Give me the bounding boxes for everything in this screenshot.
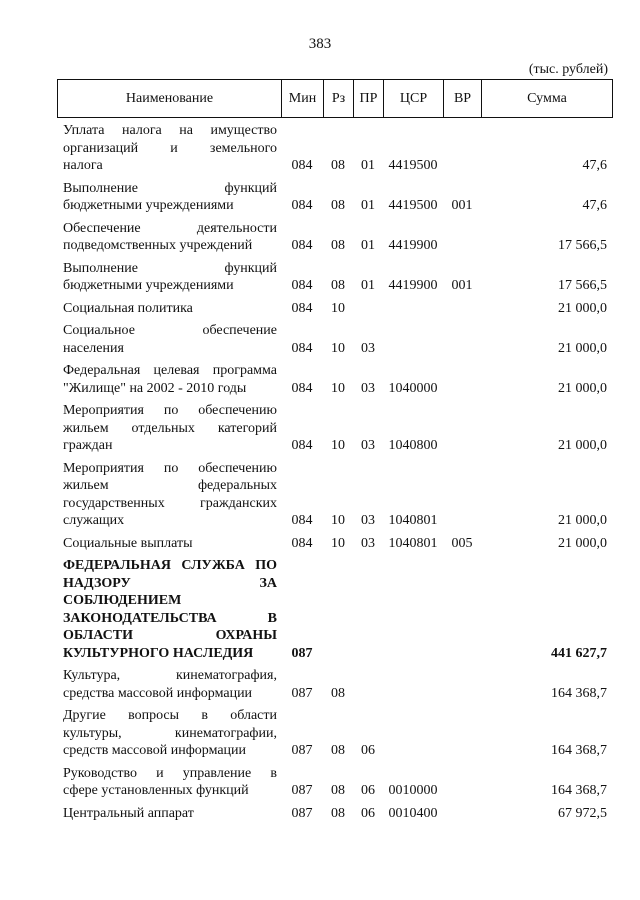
cell-rz: 10 <box>331 340 345 356</box>
cell-vr: 001 <box>451 198 473 213</box>
header-rz: Рз <box>324 80 354 117</box>
cell-pr: 03 <box>361 438 375 453</box>
table-row <box>57 260 613 300</box>
cell-vr: 005 <box>451 535 473 551</box>
cell-rz: 08 <box>331 685 345 701</box>
cell-pr: 03 <box>361 513 375 528</box>
row-name-line: подведомственных учреждений <box>63 238 253 253</box>
row-name <box>57 707 281 760</box>
cell-min: 084 <box>291 238 313 253</box>
cell-min: 084 <box>291 438 313 453</box>
cell-sum: 17 566,5 <box>558 238 607 253</box>
row-name-line: Другие вопросы в области <box>63 708 277 723</box>
cell-vr: 001 <box>451 278 473 293</box>
cell-csr: 1040801 <box>388 513 438 528</box>
row-name <box>57 805 281 823</box>
row-name-line: ЗАКОНОДАТЕЛЬСТВА В <box>63 610 277 626</box>
cell-sum: 67 972,5 <box>558 805 607 821</box>
header-vr: ВР <box>444 80 482 117</box>
table-row <box>57 535 613 558</box>
row-name-line: Культура, кинематография, <box>63 668 277 683</box>
row-name-line: СОБЛЮДЕНИЕМ <box>63 593 182 608</box>
cell-rz: 10 <box>331 300 345 316</box>
page-number: 383 <box>308 36 332 52</box>
row-name <box>57 667 281 702</box>
cell-rz: 08 <box>331 198 345 213</box>
table-row <box>57 122 613 180</box>
row-name-line: Социальное обеспечение <box>63 323 277 338</box>
cell-sum: 21 000,0 <box>558 380 607 396</box>
cell-pr: 03 <box>361 535 375 551</box>
cell-sum: 47,6 <box>582 198 607 213</box>
row-name-line: налога <box>63 158 103 173</box>
cell-min: 084 <box>291 198 313 213</box>
cell-min: 084 <box>291 535 313 551</box>
cell-pr: 01 <box>361 238 375 253</box>
table-row <box>57 805 613 828</box>
row-name <box>57 122 281 175</box>
cell-rz: 10 <box>331 438 345 453</box>
row-name-line: средств массовой информации <box>63 743 247 758</box>
cell-rz: 08 <box>331 805 345 821</box>
cell-min: 087 <box>291 743 313 758</box>
cell-min: 084 <box>291 340 313 356</box>
header-min: Мин <box>282 80 324 117</box>
cell-min: 087 <box>291 685 313 701</box>
cell-rz: 08 <box>331 743 345 758</box>
row-name-line: Мероприятия по обеспечению <box>63 403 277 418</box>
cell-csr: 1040801 <box>388 535 438 551</box>
row-name-line: государственных гражданских <box>63 495 277 511</box>
row-name-line: Социальная политика <box>63 300 193 316</box>
table-row <box>57 362 613 402</box>
row-name <box>57 362 281 397</box>
header-csr: ЦСР <box>384 80 444 117</box>
row-name <box>57 300 281 318</box>
row-name <box>57 460 281 530</box>
cell-sum: 441 627,7 <box>551 645 607 661</box>
cell-sum: 21 000,0 <box>558 438 607 453</box>
table-row <box>57 300 613 323</box>
row-name-line: населения <box>63 340 124 356</box>
row-name-line: "Жилище" на 2002 - 2010 годы <box>63 380 247 396</box>
row-name <box>57 557 281 662</box>
cell-min: 087 <box>291 783 313 798</box>
cell-csr: 0010400 <box>388 805 438 821</box>
cell-csr: 4419500 <box>388 198 438 213</box>
cell-pr: 03 <box>361 380 375 396</box>
row-name-line: ФЕДЕРАЛЬНАЯ СЛУЖБА ПО <box>63 558 277 573</box>
cell-min: 084 <box>291 278 313 293</box>
cell-csr: 0010000 <box>388 783 438 798</box>
cell-min: 087 <box>291 805 313 821</box>
row-name-line: Федеральная целевая программа <box>63 363 277 378</box>
table-row <box>57 460 613 535</box>
table-body <box>57 122 613 827</box>
cell-sum: 21 000,0 <box>558 300 607 316</box>
table-row <box>57 322 613 362</box>
row-name <box>57 260 281 295</box>
row-name-line: служащих <box>63 513 125 528</box>
cell-rz: 10 <box>331 535 345 551</box>
row-name-line: бюджетными учреждениями <box>63 198 234 213</box>
row-name-line: КУЛЬТУРНОГО НАСЛЕДИЯ <box>63 645 254 661</box>
units-label: (тыс. рублей) <box>528 62 608 77</box>
cell-pr: 06 <box>361 783 375 798</box>
cell-sum: 164 368,7 <box>551 783 607 798</box>
cell-csr: 1040000 <box>388 380 438 396</box>
table-row <box>57 765 613 805</box>
table-row <box>57 667 613 707</box>
cell-csr: 4419900 <box>388 278 438 293</box>
cell-min: 084 <box>291 300 313 316</box>
cell-pr: 01 <box>361 198 375 213</box>
row-name-line: Обеспечение деятельности <box>63 220 277 236</box>
cell-pr: 06 <box>361 805 375 821</box>
row-name-line: организаций и земельного <box>63 140 277 156</box>
row-name <box>57 220 281 255</box>
table-row <box>57 402 613 460</box>
cell-min: 084 <box>291 380 313 396</box>
header-pr: ПР <box>354 80 384 117</box>
row-name-line: жильем отдельных категорий <box>63 420 277 436</box>
cell-sum: 164 368,7 <box>551 685 607 701</box>
row-name <box>57 322 281 357</box>
row-name <box>57 180 281 215</box>
row-name-line: культуры, кинематографии, <box>63 725 277 741</box>
cell-min: 087 <box>291 645 313 661</box>
row-name-line: Руководство и управление в <box>63 765 277 781</box>
table-row <box>57 220 613 260</box>
cell-sum: 164 368,7 <box>551 743 607 758</box>
cell-rz: 10 <box>331 513 345 528</box>
cell-sum: 21 000,0 <box>558 535 607 551</box>
cell-rz: 08 <box>331 278 345 293</box>
cell-pr: 01 <box>361 278 375 293</box>
cell-csr: 4419900 <box>388 238 438 253</box>
cell-sum: 17 566,5 <box>558 278 607 293</box>
header-sum: Сумма <box>527 90 567 106</box>
cell-pr: 03 <box>361 340 375 356</box>
row-name-line: Уплата налога на имущество <box>63 123 277 138</box>
cell-sum: 21 000,0 <box>558 513 607 528</box>
row-name-line: Центральный аппарат <box>63 805 194 821</box>
cell-sum: 47,6 <box>582 158 607 173</box>
cell-rz: 08 <box>331 158 345 173</box>
row-name-line: Выполнение функций <box>63 180 277 196</box>
cell-pr: 06 <box>361 743 375 758</box>
cell-rz: 08 <box>331 783 345 798</box>
cell-sum: 21 000,0 <box>558 340 607 356</box>
table-header <box>57 79 613 118</box>
cell-rz: 10 <box>331 380 345 396</box>
table-row <box>57 707 613 765</box>
cell-csr: 1040800 <box>388 438 438 453</box>
row-name <box>57 765 281 800</box>
row-name-line: бюджетными учреждениями <box>63 278 234 293</box>
row-name-line: Социальные выплаты <box>63 535 193 551</box>
row-name-line: средства массовой информации <box>63 685 253 701</box>
row-name-line: ОБЛАСТИ ОХРАНЫ <box>63 628 277 643</box>
row-name <box>57 402 281 455</box>
row-name-line: Мероприятия по обеспечению <box>63 460 277 476</box>
row-name-line: НАДЗОРУ ЗА <box>63 575 277 591</box>
row-name-line: сфере установленных функций <box>63 783 249 798</box>
header-name: Наименование <box>58 80 282 117</box>
row-name-line: жильем федеральных <box>63 478 277 493</box>
table-row <box>57 180 613 220</box>
row-name <box>57 535 281 553</box>
cell-min: 084 <box>291 158 313 173</box>
row-name-line: Выполнение функций <box>63 260 277 276</box>
cell-csr: 4419500 <box>388 158 438 173</box>
cell-rz: 08 <box>331 238 345 253</box>
table-row <box>57 557 613 667</box>
cell-min: 084 <box>291 513 313 528</box>
cell-pr: 01 <box>361 158 375 173</box>
row-name-line: граждан <box>63 438 113 453</box>
